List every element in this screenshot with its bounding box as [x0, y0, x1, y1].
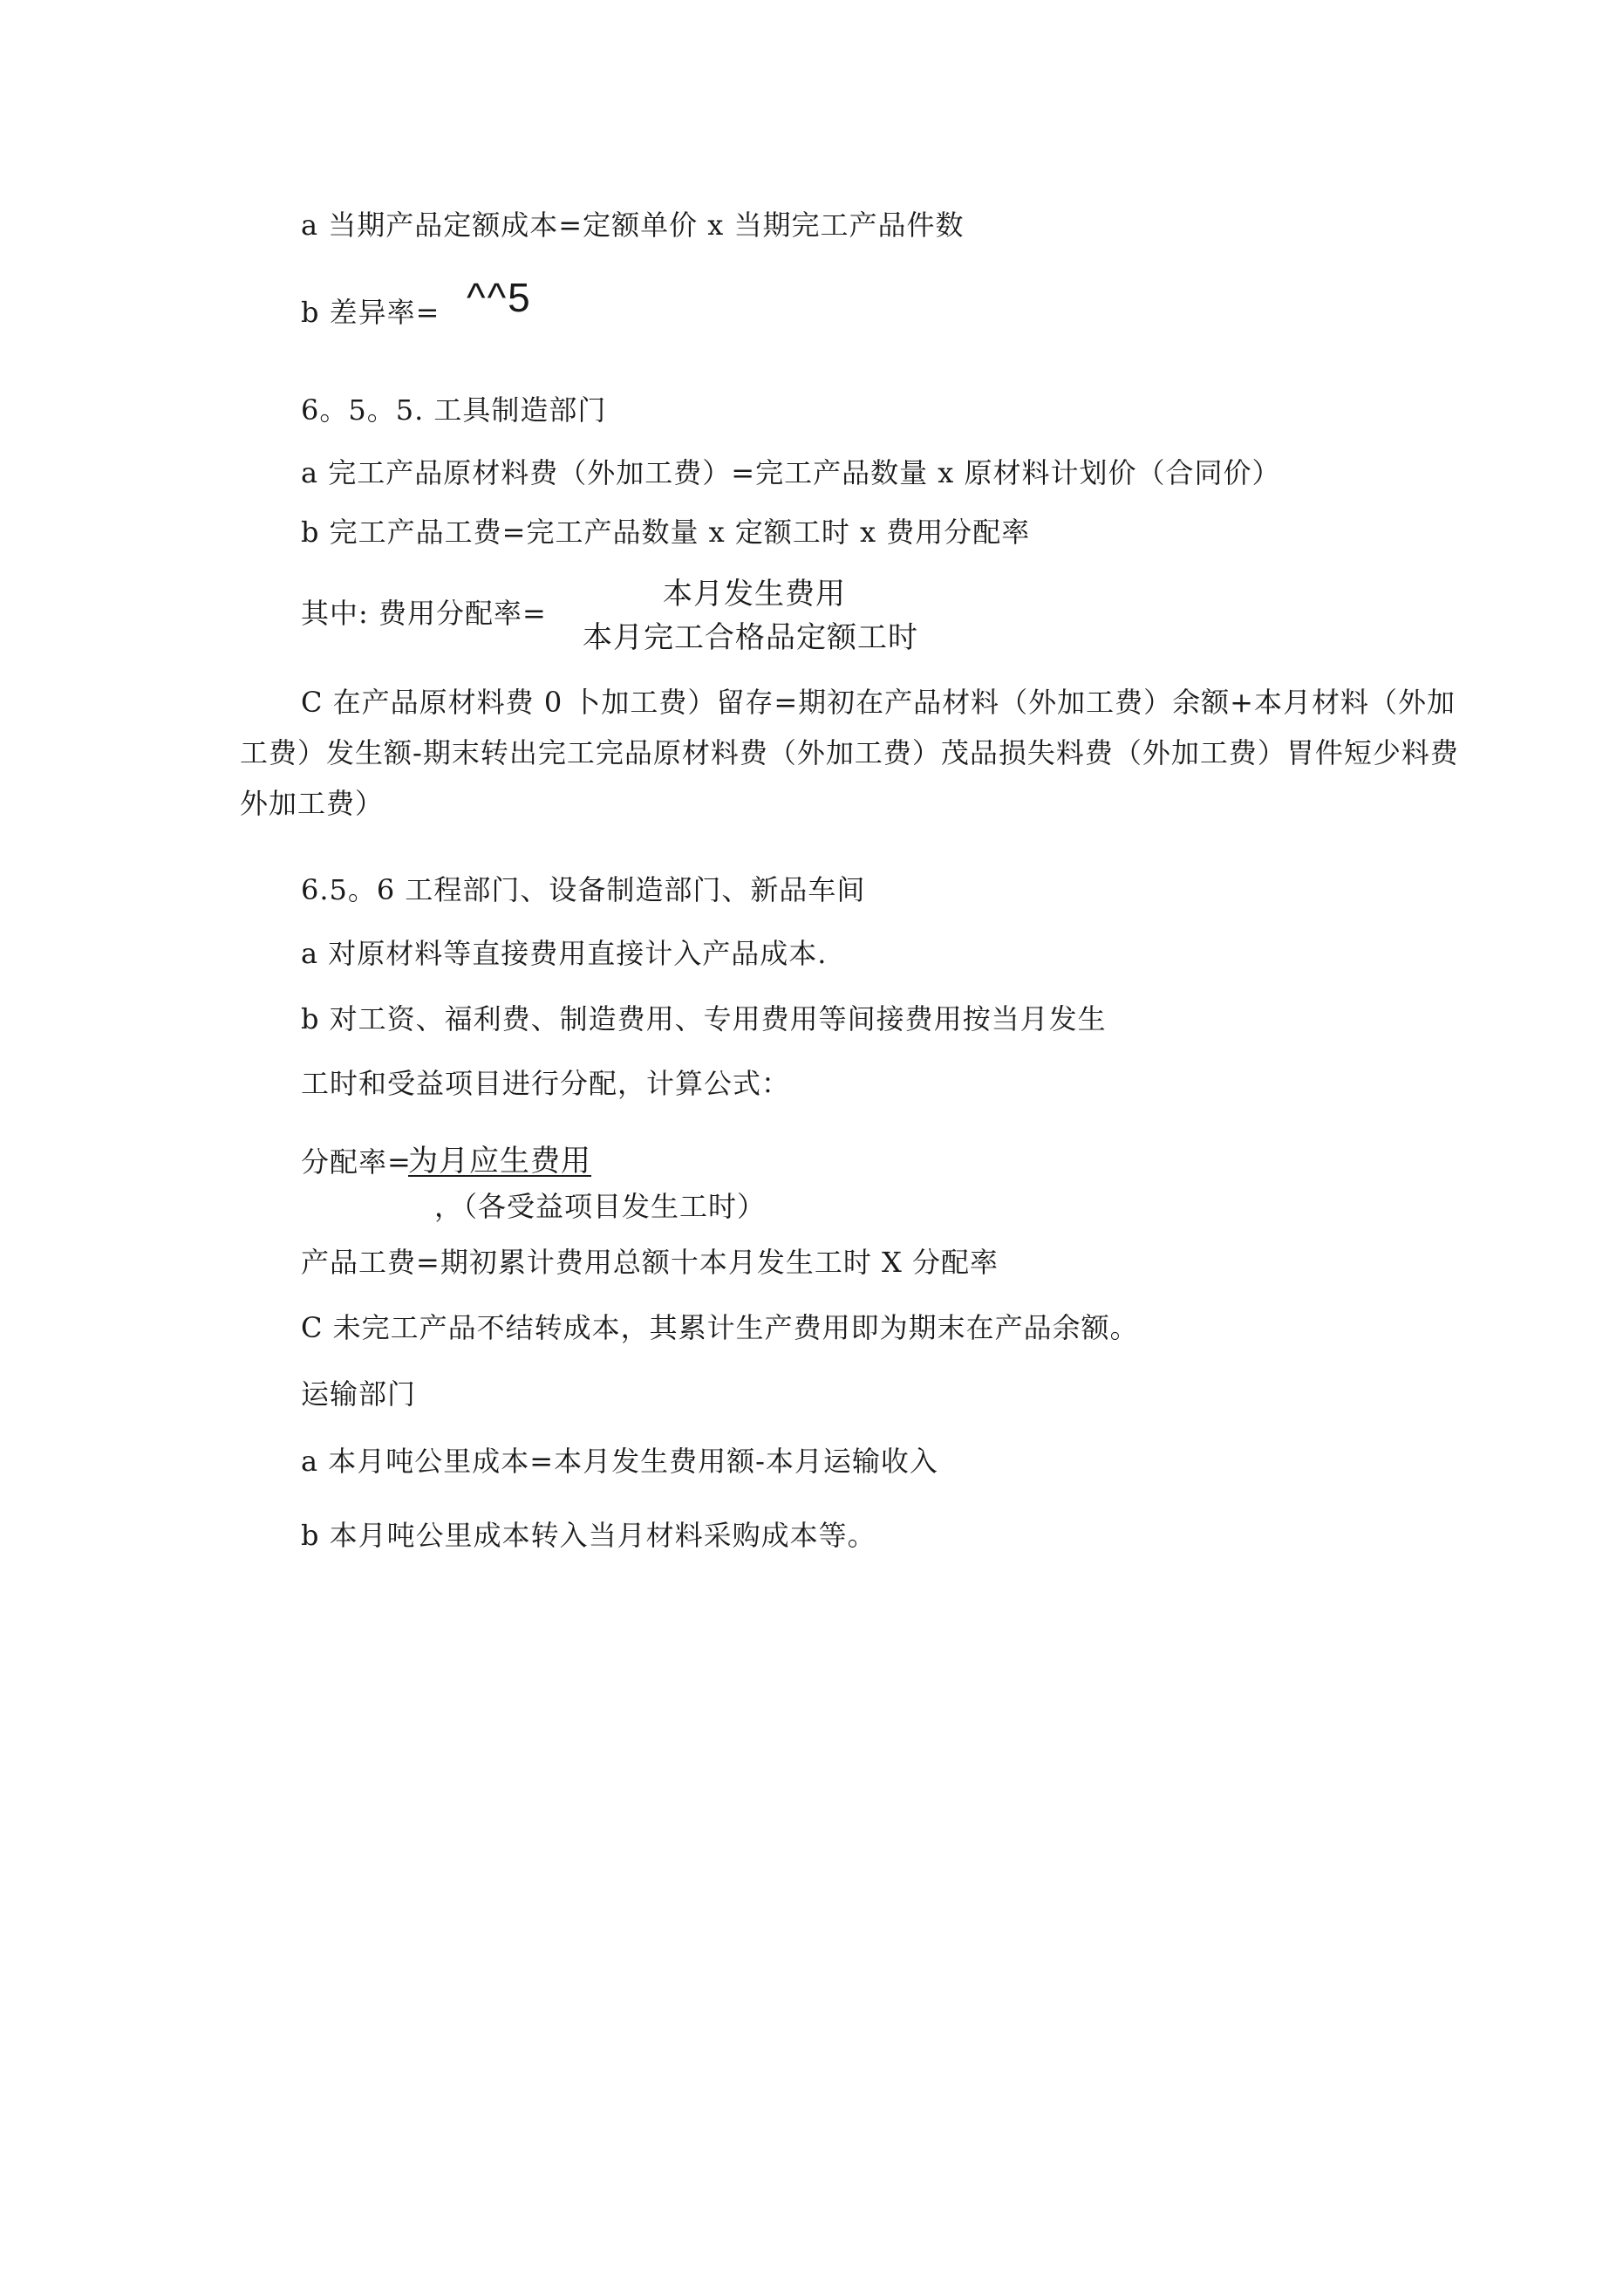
paragraph-wip-material-cost: C 在产品原材料费 0 卜加工费）留存=期初在产品材料（外加工费）余额+本月材料（外加工费）发生额-期末转出完工完品原材料费（外加工费）茂品损失料费（外加工费）胃件短少料费外加工费） [240, 686, 1459, 820]
alloc-denominator: ，（各受益项目发生工时） [434, 1190, 767, 1223]
alloc-numerator: 为月应生费用 [408, 1144, 591, 1179]
formula-variance-rate-value: ^^5 [467, 275, 532, 320]
formula-alloc-label: 分配率= [301, 1145, 412, 1179]
rule-ton-km-transfer: b 本月吨公里成本转入当月材料采购成本等。 [301, 1519, 876, 1552]
rule-indirect-costs: b 对工资、福利费、制造费用、专用费用等间接费用按当月发生 [301, 1002, 1107, 1035]
rule-unfinished-products: C 未完工产品不结转成本，其累计生产费用即为期末在产品余额。 [301, 1311, 1139, 1344]
allocation-rate-denominator: 本月完工合格品定额工时 [583, 620, 918, 655]
formula-variance-rate-label: b 差异率= [301, 296, 440, 329]
formula-product-labor-cost: 产品工费=期初累计费用总额十本月发生工时 X 分配率 [301, 1246, 999, 1279]
formula-labor-cost: b 完工产品工费=完工产品数量 x 定额工时 x 费用分配率 [301, 516, 1031, 549]
formula-ton-km-cost: a 本月吨公里成本=本月发生费用额-本月运输收入 [301, 1445, 938, 1478]
section-heading-engineering: 6.5。6 工程部门、设备制造部门、新品车间 [301, 873, 866, 906]
rule-indirect-costs-continued: 工时和受益项目进行分配，计算公式： [301, 1067, 791, 1100]
formula-quota-cost: a 当期产品定额成本=定额单价 x 当期完工产品件数 [301, 208, 965, 242]
formula-material-cost: a 完工产品原材料费（外加工费）=完工产品数量 x 原材料计划价（合同价） [301, 456, 1281, 489]
section-heading-tool-manufacturing: 6。5。5. 工具制造部门 [301, 393, 607, 427]
formula-allocation-rate-label: 其中: 费用分配率= [301, 597, 547, 630]
section-heading-transport: 运输部门 [301, 1377, 417, 1411]
rule-direct-costs: a 对原材料等直接费用直接计入产品成本. [301, 937, 828, 970]
allocation-rate-numerator: 本月发生费用 [663, 577, 846, 612]
